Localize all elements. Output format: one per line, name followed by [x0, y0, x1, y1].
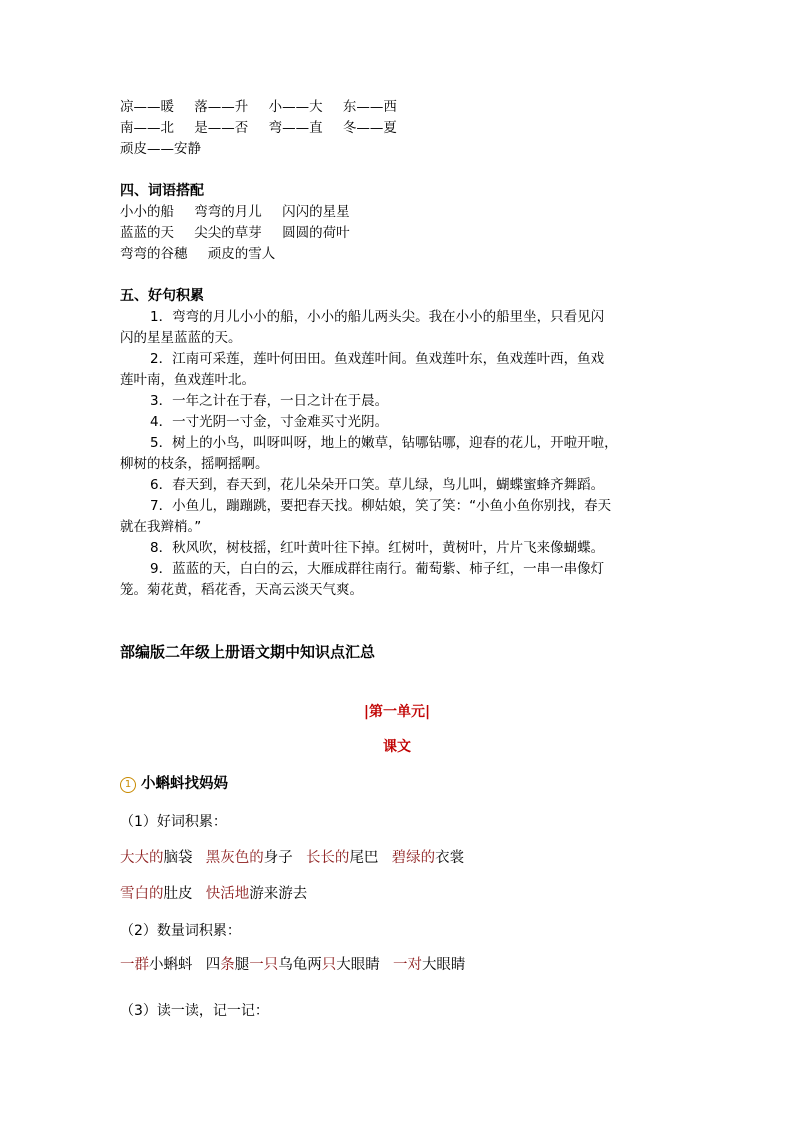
- sentence-line: 7．小鱼儿，蹦蹦跳，要把春天找。柳姑娘，笑了笑：“小鱼小鱼你别找，春天: [150, 498, 612, 514]
- collocation-item: 弯弯的谷穗: [120, 246, 188, 262]
- sentence-line: 3．一年之计在于春，一日之计在于晨。: [150, 393, 389, 409]
- antonym-pair: 顽皮——安静: [120, 141, 201, 157]
- word-item: 黑灰色的身子: [205, 850, 293, 866]
- collocation-item: 尖尖的草芽: [194, 225, 262, 241]
- quantifier-item: 两只大眼睛: [307, 957, 380, 973]
- antonym-pair: 凉——暖: [120, 99, 174, 115]
- sentence-line: 2．江南可采莲，莲叶何田田。鱼戏莲叶间。鱼戏莲叶东，鱼戏莲叶西，鱼戏: [150, 351, 605, 367]
- sentence-line: 柳树的枝条，摇啊摇啊。: [120, 456, 269, 472]
- collocation-item: 圆圆的荷叶: [282, 225, 350, 241]
- collocation-item: 顽皮的雪人: [207, 246, 276, 262]
- antonym-row-2: [120, 118, 397, 139]
- sentence-line: 5．树上的小鸟，叫呀叫呀，地上的嫩草，钻哪钻哪，迎春的花儿，开啦开啦，: [150, 435, 618, 451]
- collocation-item: 小小的船: [120, 204, 174, 220]
- word-item: 碧绿的衣裳: [391, 850, 465, 866]
- sentence-line: 就在我辫梢。”: [120, 519, 202, 535]
- antonym-pair: 落——升: [194, 99, 249, 115]
- antonym-pair: 南——北: [120, 120, 174, 136]
- sentence-line: 笼。菊花黄，稻花香，天高云淡天气爽。: [120, 582, 363, 598]
- unit-heading: |第一单元|: [363, 704, 431, 720]
- read-remember-label: （3）读一读，记一记：: [120, 1003, 269, 1019]
- lesson-title: 1 小蝌蚪找妈妈: [120, 774, 228, 795]
- sentence-line: 9．蓝蓝的天，白白的云，大雁成群往南行。葡萄紫、柿子红，一串一串像灯: [150, 561, 605, 577]
- collocation-row-3: [120, 244, 275, 265]
- collocation-row-1: [120, 202, 350, 223]
- quantifier-item: 一只乌龟: [249, 957, 308, 973]
- antonym-pair: 冬——夏: [342, 120, 397, 136]
- word-item: 快活地游来游去: [205, 886, 308, 902]
- sentence-line: 6．春天到，春天到，花儿朵朵开口笑。草儿绿，鸟儿叫，蝴蝶蜜蜂齐舞蹈。: [150, 477, 605, 493]
- good-words-row-2: [120, 884, 307, 905]
- antonym-pair: 东——西: [342, 99, 397, 115]
- antonym-row-3: [120, 139, 201, 160]
- quantifier-label: （2）数量词积累：: [120, 923, 241, 939]
- antonym-pair: 弯——直: [268, 120, 323, 136]
- collocation-item: 蓝蓝的天: [120, 225, 174, 241]
- circled-number-icon: 1: [120, 777, 136, 793]
- word-item: 长长的尾巴: [305, 850, 379, 866]
- sentence-line: 8．秋风吹，树枝摇，红叶黄叶往下掉。红树叶，黄树叶，片片飞来像蝴蝶。: [150, 540, 605, 556]
- quantifier-item: 一对大眼睛: [392, 957, 466, 973]
- collocation-item: 闪闪的星星: [282, 204, 350, 220]
- section-heading: 课文: [383, 739, 411, 755]
- quantifier-item: 四条腿: [205, 957, 250, 973]
- collocation-heading: 四、词语搭配: [120, 183, 204, 199]
- sentence-line: 闪的星星蓝蓝的天。: [120, 330, 242, 346]
- collocation-row-2: [120, 223, 350, 244]
- sentence-line: 1．弯弯的月儿小小的船，小小的船儿两头尖。我在小小的船里坐，只看见闪: [150, 309, 605, 325]
- summary-title: 部编版二年级上册语文期中知识点汇总: [120, 643, 376, 661]
- sentence-line: 莲叶南，鱼戏莲叶北。: [120, 372, 255, 388]
- good-words-label: （1）好词积累：: [120, 814, 227, 830]
- antonym-pair: 小——大: [268, 99, 323, 115]
- sentence-line: 4．一寸光阴一寸金，寸金难买寸光阴。: [150, 414, 389, 430]
- good-words-row-1: [120, 848, 464, 869]
- quantifier-item: 一群小蝌蚪: [120, 957, 193, 973]
- antonym-row-1: [120, 97, 397, 118]
- antonym-pair: 是——否: [194, 120, 249, 136]
- quantifier-row: [120, 955, 465, 976]
- word-item: 雪白的肚皮: [120, 886, 193, 902]
- collocation-item: 弯弯的月儿: [194, 204, 262, 220]
- word-item: 大大的脑袋: [120, 850, 193, 866]
- sentences-heading: 五、好句积累: [120, 288, 204, 304]
